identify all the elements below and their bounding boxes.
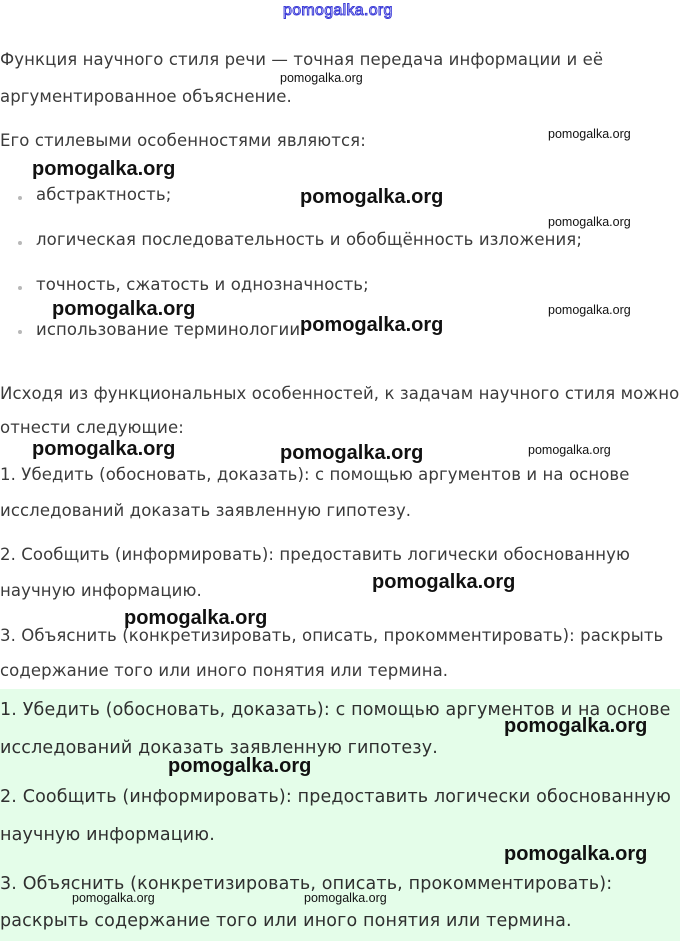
list-item: абстрактность; [36,185,172,204]
intro-line-1: Функция научного стиля речи — точная передача информации и её [0,50,604,69]
task-1-line-1: 1. Убедить (обосновать, доказать): с помощью аргументов и на основе [0,465,630,484]
highlight-task-2-line-2: научную информацию. [0,825,215,845]
watermark: pomogalka.org [52,298,196,320]
bullet-marker [18,286,22,290]
watermark: pomogalka.org [300,186,444,208]
watermark: pomogalka.org [32,158,176,180]
watermark-small: pomogalka.org [304,891,387,905]
header-watermark: pomogalka.org [283,2,393,19]
highlight-task-2-line-1: 2. Сообщить (информировать): предоставить логически обоснованную [0,787,671,807]
tasks-intro-line-2: отнести следующие: [0,418,184,437]
list-item: точность, сжатость и однозначность; [36,275,369,294]
highlight-task-3-line-1: 3. Объяснить (конкретизировать, описать, прокомментировать): [0,874,613,894]
task-1-line-2: исследований доказать заявленную гипотезу. [0,501,412,520]
watermark-small: pomogalka.org [280,71,363,85]
watermark: pomogalka.org [504,843,648,865]
watermark-small: pomogalka.org [548,303,631,317]
watermark: pomogalka.org [504,715,648,737]
watermark-small: pomogalka.org [548,127,631,141]
watermark: pomogalka.org [168,755,312,777]
bullet-marker [18,241,22,245]
task-3-line-2: содержание того или иного понятия или термина. [0,661,449,680]
watermark: pomogalka.org [32,438,176,460]
watermark-small: pomogalka.org [528,443,611,457]
task-3-line-1: 3. Объяснить (конкретизировать, описать, прокомментировать): раскрыть [0,626,664,645]
task-2-line-1: 2. Сообщить (информировать): предоставить логически обоснованную [0,545,630,564]
bullet-marker [18,196,22,200]
watermark: pomogalka.org [124,607,268,629]
intro-line-2: аргументированное объяснение. [0,87,292,106]
watermark-small: pomogalka.org [548,215,631,229]
highlight-task-1-line-2: исследований доказать заявленную гипотезу. [0,738,438,758]
tasks-intro-line-1: Исходя из функциональных особенностей, к задачам научного стиля можно [0,384,680,403]
task-2-line-2: научную информацию. [0,581,202,600]
highlight-task-3-line-2: раскрыть содержание того или иного понятия или термина. [0,911,572,931]
watermark: pomogalka.org [300,314,444,336]
watermark: pomogalka.org [372,571,516,593]
list-item: использование терминологии. [36,320,306,339]
bullet-marker [18,330,22,334]
list-item: логическая последовательность и обобщённость изложения; [36,230,582,249]
watermark: pomogalka.org [280,442,424,464]
highlight-task-1-line-1: 1. Убедить (обосновать, доказать): с помощью аргументов и на основе [0,700,671,720]
features-title: Его стилевыми особенностями являются: [0,131,366,150]
watermark-small: pomogalka.org [72,891,155,905]
